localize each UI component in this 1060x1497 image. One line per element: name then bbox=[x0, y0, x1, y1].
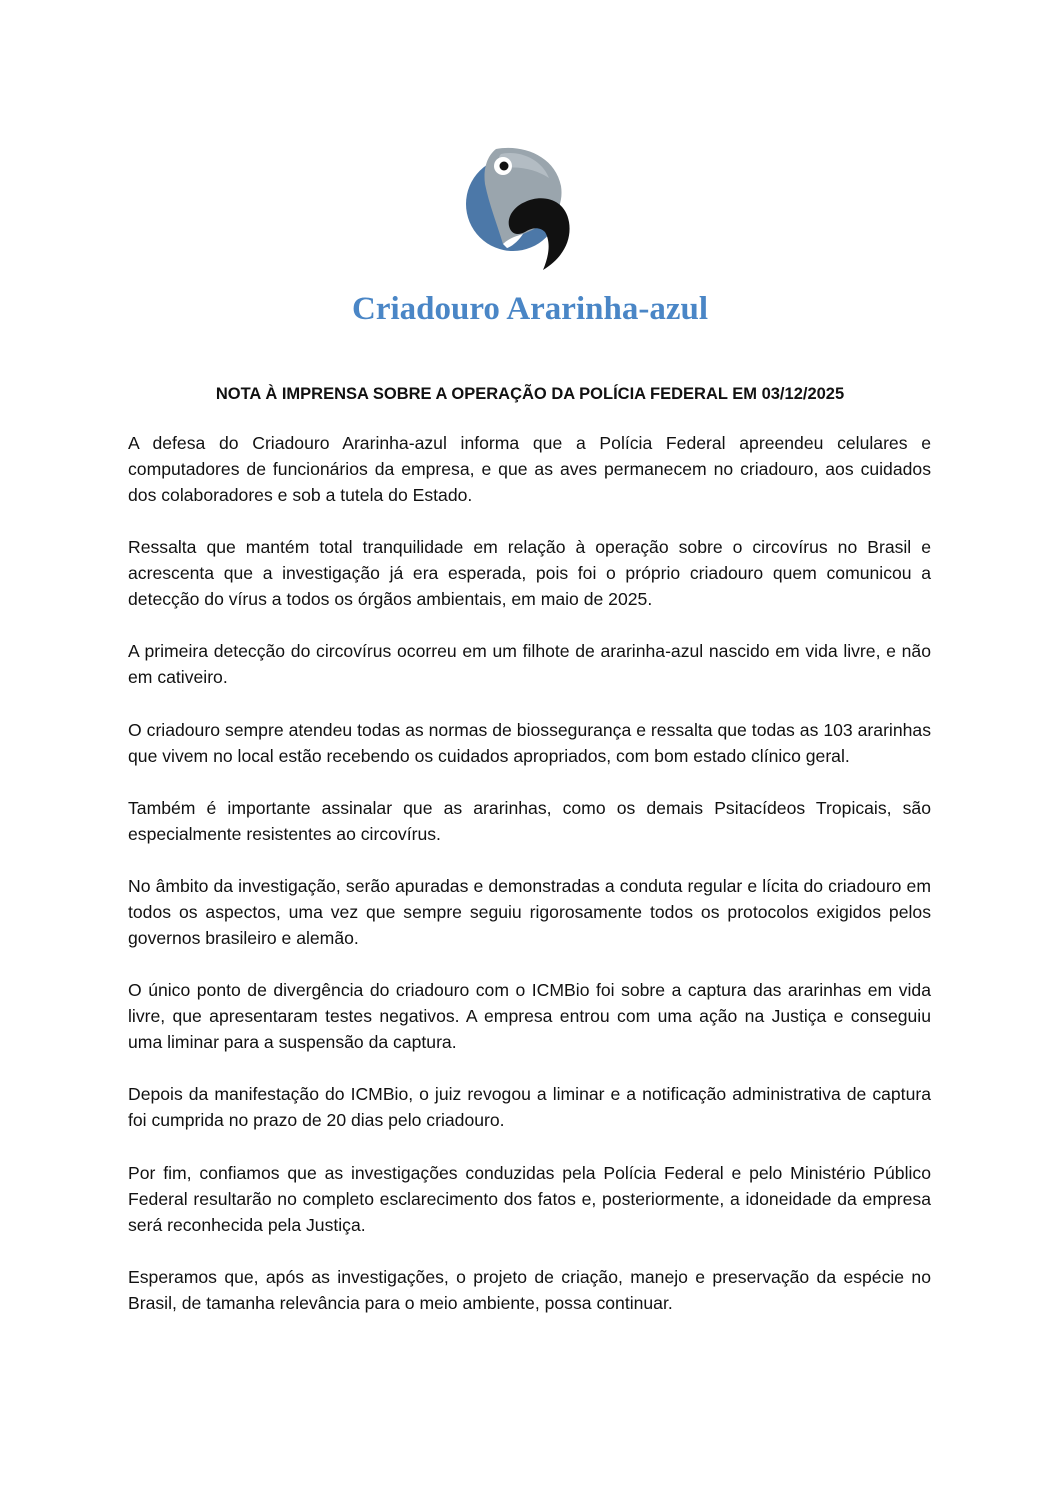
press-release-headline: NOTA À IMPRENSA SOBRE A OPERAÇÃO DA POLÍCIA FEDERAL EM 03/12/2025 bbox=[215, 385, 845, 403]
blue-macaw-head-icon bbox=[463, 144, 573, 274]
logo-eye bbox=[500, 162, 509, 171]
paragraph: Também é importante assinalar que as ararinhas, como os demais Psitacídeos Tropicais, são especialmente resistentes ao circovírus. bbox=[128, 797, 931, 844]
paragraph: A defesa do Criadouro Ararinha-azul informa que a Polícia Federal apreendeu celulares e computadores de funcionários da empresa, e que as aves permanecem no criadouro, aos cuidados dos colaboradores e sob a tutela do Estado. bbox=[128, 433, 931, 505]
paragraph: A primeira detecção do circovírus ocorreu em um filhote de ararinha-azul nascido em vida livre, e não em cativeiro. bbox=[128, 641, 931, 688]
macaw-logo bbox=[463, 144, 573, 274]
paragraph: Esperamos que, após as investigações, o projeto de criação, manejo e preservação da espécie no Brasil, de tamanha relevância para o meio ambiente, possa continuar. bbox=[128, 1266, 931, 1313]
paragraph: Depois da manifestação do ICMBio, o juiz revogou a liminar e a notificação administrativa de captura foi cumprida no prazo de 20 dias pelo criadouro. bbox=[128, 1084, 931, 1131]
paragraph: O único ponto de divergência do criadouro com o ICMBio foi sobre a captura das ararinhas em vida livre, que apresentaram testes negativos. A empresa entrou com uma ação na Justiça e conseguiu uma liminar para a suspensão da captura. bbox=[128, 980, 931, 1053]
paragraph: No âmbito da investigação, serão apuradas e demonstradas a conduta regular e lícita do criadouro em todos os aspectos, uma vez que sempre seguiu rigorosamente todos os protocolos exigidos pelos governos brasileiro e alemão. bbox=[128, 875, 931, 948]
paragraph: O criadouro sempre atendeu todas as normas de biossegurança e ressalta que todas as 103 ararinhas que vivem no local estão recebendo os cuidados apropriados, com bom estado clínico geral. bbox=[128, 719, 931, 766]
press-release-body bbox=[128, 430, 931, 1342]
brand-title: Criadouro Ararinha-azul bbox=[352, 291, 708, 327]
paragraph: Por fim, confiamos que as investigações conduzidas pela Polícia Federal e pelo Ministério Público Federal resultarão no completo esclarecimento dos fatos e, posteriormente, a idoneidade da empresa será reconhecida pela Justiça. bbox=[128, 1162, 931, 1235]
paragraph: Ressalta que mantém total tranquilidade em relação à operação sobre o circovírus no Brasil e acrescenta que a investigação já era esperada, pois foi o próprio criadouro quem comunicou a detecção do vírus a todos os órgãos ambientais, em maio de 2025. bbox=[128, 537, 931, 610]
